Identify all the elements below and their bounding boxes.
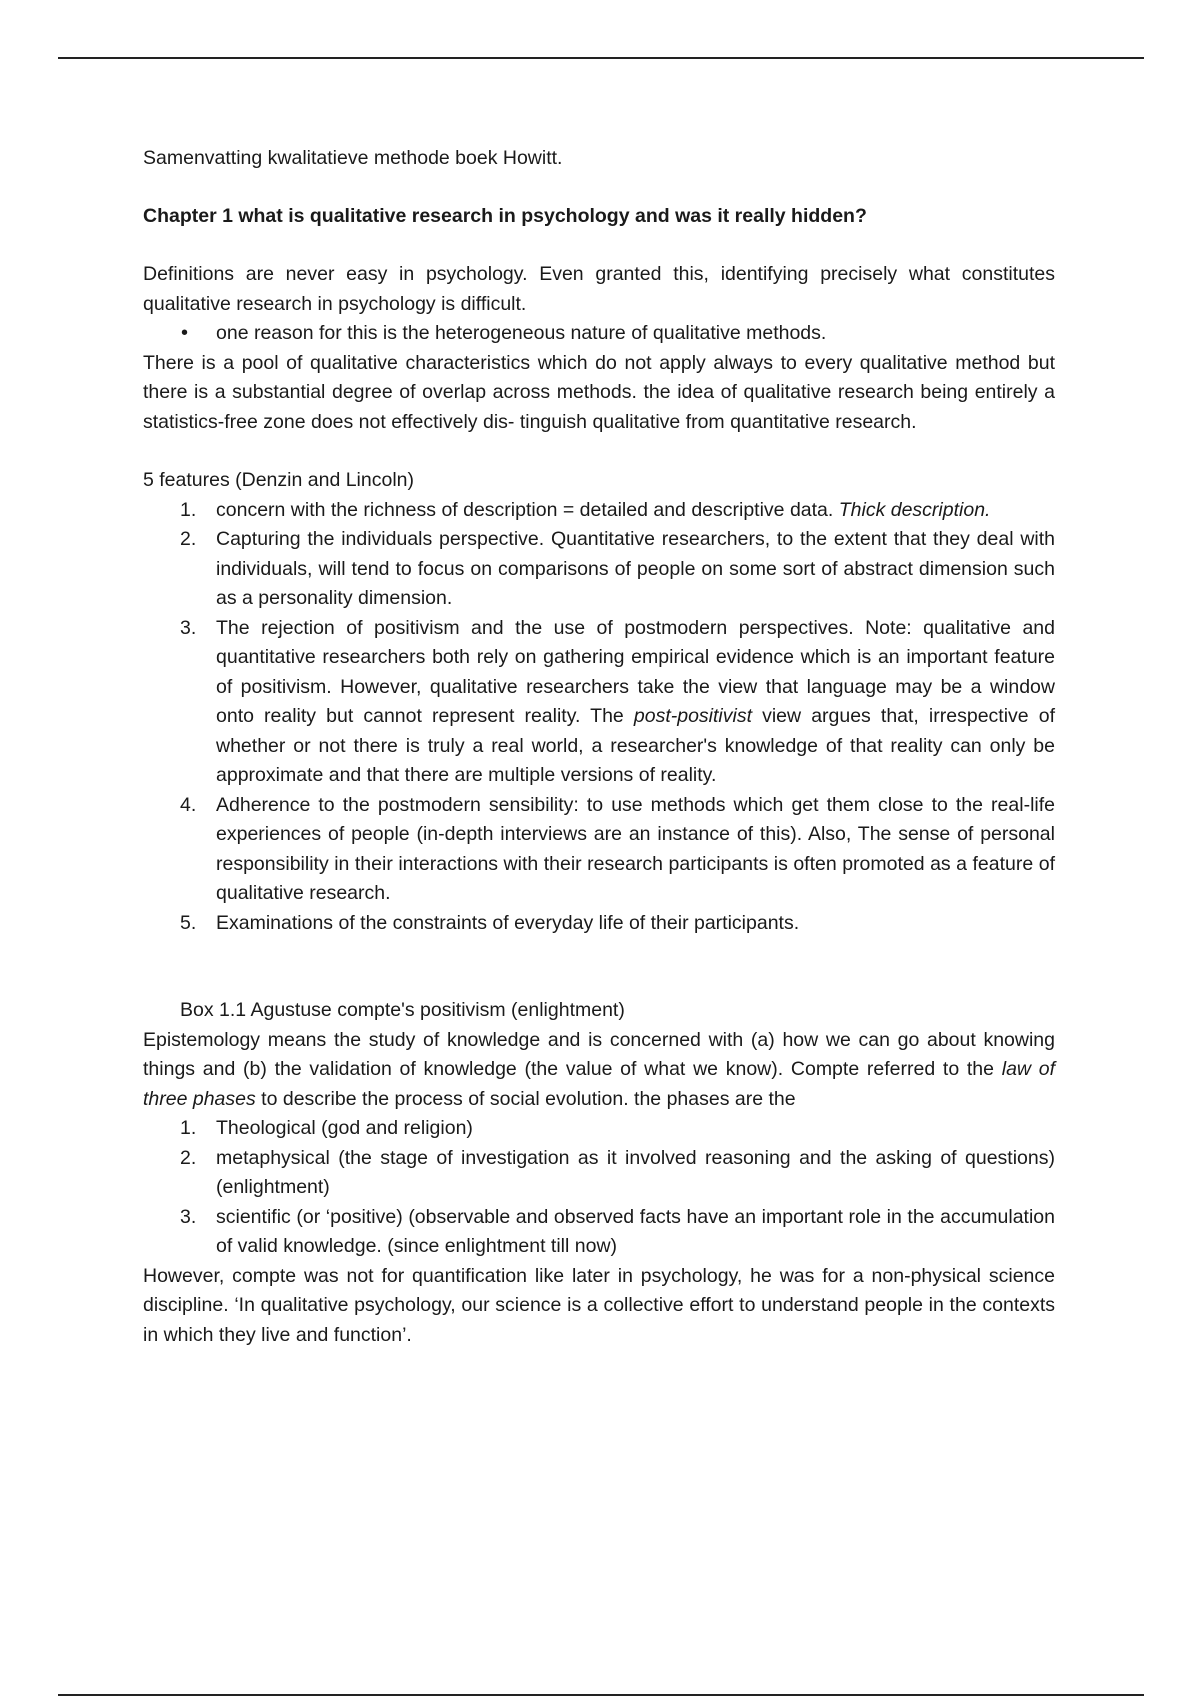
feature-text: concern with the richness of description = detailed and descriptive data. bbox=[216, 498, 839, 521]
box-paragraph-text-continued: to describe the process of social evolution. the phases are the bbox=[255, 1087, 796, 1110]
feature-text: Adherence to the postmodern sensibility: to use methods which get them close to the real-life experiences of people (in-depth interviews are an instance of this). Also, The sense of personal responsibility in their interactions with their research participants is often promoted as a feature of qualitative research. bbox=[216, 793, 1055, 904]
feature-text-continued: view argues that, irrespective of whether or not there is truly a real world, a researcher's knowledge of that reality can only be approximate and that there are multiple versions of reality. bbox=[216, 705, 1055, 786]
feature-item bbox=[143, 791, 1055, 909]
feature-italic-text: Thick description. bbox=[838, 498, 991, 521]
bullet-item: • one reason for this is the heterogeneous nature of qualitative methods. bbox=[143, 319, 1055, 349]
list-number: 4. bbox=[180, 793, 197, 816]
features-list bbox=[143, 496, 1055, 939]
intro-paragraph: Definitions are never easy in psychology. Even granted this, identifying precisely what constitutes qualitative research in psychology is difficult. bbox=[143, 263, 1055, 315]
feature-italic-text: post-positivist bbox=[633, 705, 752, 727]
phase-text: scientific (or ‘positive) (observable and observed facts have an important role in the accumulation of valid knowledge. (since enlightment till now) bbox=[216, 1205, 1055, 1257]
phase-item bbox=[143, 1203, 1055, 1262]
page-bottom-rule bbox=[58, 1694, 1144, 1696]
document-body bbox=[143, 144, 1055, 1350]
list-number: 5. bbox=[180, 911, 197, 934]
phases-list bbox=[143, 1114, 1055, 1262]
page-top-rule bbox=[58, 57, 1144, 59]
list-number: 3. bbox=[180, 1205, 197, 1228]
feature-item bbox=[143, 614, 1055, 791]
phase-text: Theological (god and religion) bbox=[216, 1117, 473, 1139]
list-number: 2. bbox=[180, 528, 197, 550]
features-heading: 5 features (Denzin and Lincoln) bbox=[143, 469, 414, 491]
box-paragraph-italic: law of three phases bbox=[143, 1058, 1055, 1110]
feature-text: Capturing the individuals perspective. Quantitative researchers, to the extent that they deal with individuals, will tend to focus on comparisons of people on some sort of abstract dimension such as a personality dimension. bbox=[216, 528, 1055, 609]
phase-text: metaphysical (the stage of investigation as it involved reasoning and the asking of questions) (enlightment) bbox=[216, 1146, 1055, 1198]
box-title: Box 1.1 Agustuse compte's positivism (enlightment) bbox=[180, 999, 625, 1021]
list-number: 2. bbox=[180, 1146, 197, 1169]
document-title: Samenvatting kwalitatieve methode boek Howitt. bbox=[143, 147, 563, 169]
box-paragraph bbox=[143, 1026, 1055, 1115]
feature-text: Examinations of the constraints of everyday life of their participants. bbox=[216, 911, 800, 934]
feature-text: The rejection of positivism and the use of postmodern perspectives. Note: qualitative and quantitative researchers both rely on gathering empirical evidence which is an important feature of positivism. However, qualitative researchers take the view that language may be a window onto reality but cannot represent reality. The bbox=[216, 616, 1055, 727]
feature-item bbox=[143, 496, 1055, 526]
pool-paragraph: There is a pool of qualitative characteristics which do not apply always to every qualitative method but there is a substantial degree of overlap across methods. the idea of qualitative research being entirely a statistics-free zone does not effectively dis- tinguish qualitative from quantitative research. bbox=[143, 351, 1055, 433]
feature-item bbox=[143, 909, 1055, 939]
list-number: 1. bbox=[180, 1117, 197, 1139]
feature-item bbox=[143, 525, 1055, 614]
phase-item bbox=[143, 1144, 1055, 1203]
closing-paragraph: However, compte was not for quantification like later in psychology, he was for a non-physical science discipline. ‘In qualitative psychology, our science is a collective effort to understand people in the contexts in which they live and function’. bbox=[143, 1264, 1055, 1346]
list-number: 3. bbox=[180, 616, 197, 639]
phase-item bbox=[143, 1114, 1055, 1144]
list-number: 1. bbox=[180, 498, 197, 521]
bullet-list bbox=[143, 319, 1055, 349]
chapter-heading: Chapter 1 what is qualitative research in psychology and was it really hidden? bbox=[143, 204, 867, 227]
box-paragraph-text: Epistemology means the study of knowledge and is concerned with (a) how we can go about knowing things and (b) the validation of knowledge (the value of what we know). Compte referred to the bbox=[143, 1028, 1055, 1080]
